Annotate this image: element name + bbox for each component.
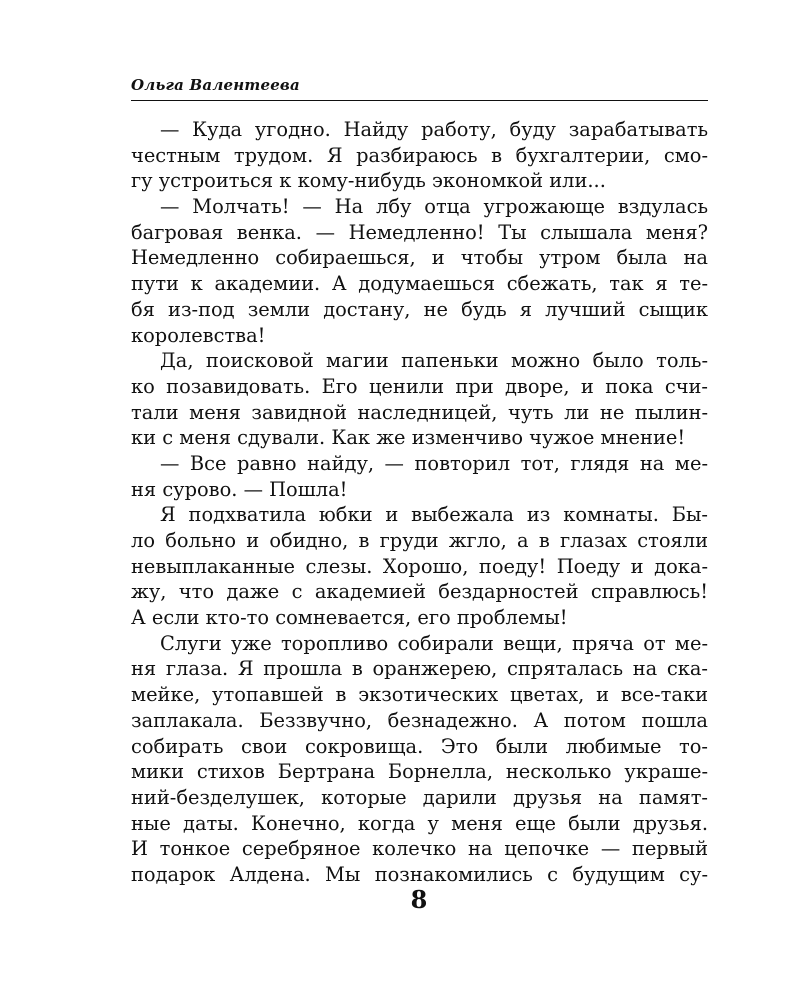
text-line: ки с меня сдували. Как же изменчиво чужое мнение!	[131, 426, 686, 450]
text-line: Немедленно собираешься, и чтобы утром была на	[131, 246, 708, 270]
page-number: 8	[410, 885, 428, 914]
text-line: А если кто-то сомневается, его проблемы!	[131, 606, 568, 630]
text-line: Я подхватила юбки и выбежала из комнаты. Бы-	[160, 503, 708, 527]
text-line: мейке, утопавшей в экзотических цветах, и все-таки	[131, 683, 708, 707]
text-line: жу, что даже с академией бездарностей справлюсь!	[131, 580, 708, 604]
text-line: ня сурово. — Пошла!	[131, 477, 348, 501]
header-rule	[131, 100, 708, 101]
text-line: — Молчать! — На лбу отца угрожающе вздулась	[160, 195, 708, 219]
text-line: подарок Алдена. Мы познакомились с будущим су-	[131, 862, 708, 886]
text-line: тали меня завидной наследницей, чуть ли не пылин-	[131, 400, 708, 424]
text-line: собирать свои сокровища. Это были любимые то-	[131, 734, 708, 758]
text-line: заплакала. Беззвучно, безнадежно. А потом пошла	[131, 708, 708, 732]
text-line: Да, поисковой магии папеньки можно было толь-	[160, 349, 708, 373]
text-line: честным трудом. Я разбираюсь в бухгалтерии, смо-	[131, 143, 708, 167]
text-line: ний-безделушек, которые дарили друзья на памят-	[131, 785, 708, 809]
text-line: королевства!	[131, 323, 266, 347]
text-line: бя из-под земли достану, не будь я лучший сыщик	[131, 297, 708, 321]
text-line: невыплаканные слезы. Хорошо, поеду! Поеду и дока-	[131, 554, 708, 578]
text-line: — Куда угодно. Найду работу, буду зарабатывать	[160, 118, 708, 141]
text-line: мики стихов Бертрана Борнелла, несколько украше-	[131, 760, 708, 784]
text-line: ло больно и обидно, в груди жгло, а в глазах стояли	[131, 529, 708, 552]
text-line: — Все равно найду, — повторил тот, глядя на ме-	[160, 451, 708, 475]
text-line: гу устроиться к кому-нибудь экономкой или...	[131, 169, 606, 193]
running-head-author: Ольга Валентеева	[131, 76, 300, 94]
text-line: багровая венка. — Немедленно! Ты слышала меня?	[131, 220, 708, 244]
text-line: пути к академии. А додумаешься сбежать, так я те-	[131, 272, 708, 296]
text-line: И тонкое серебряное колечко на цепочке — первый	[131, 837, 708, 861]
body-text	[131, 117, 708, 888]
text-line: ко позавидовать. Его ценили при дворе, и пока счи-	[131, 374, 708, 398]
text-line: ные даты. Конечно, когда у меня еще были друзья.	[131, 811, 708, 835]
text-line: Слуги уже торопливо собирали вещи, пряча от ме-	[160, 631, 708, 655]
text-line: ня глаза. Я прошла в оранжерею, спряталась на ска-	[131, 657, 708, 681]
